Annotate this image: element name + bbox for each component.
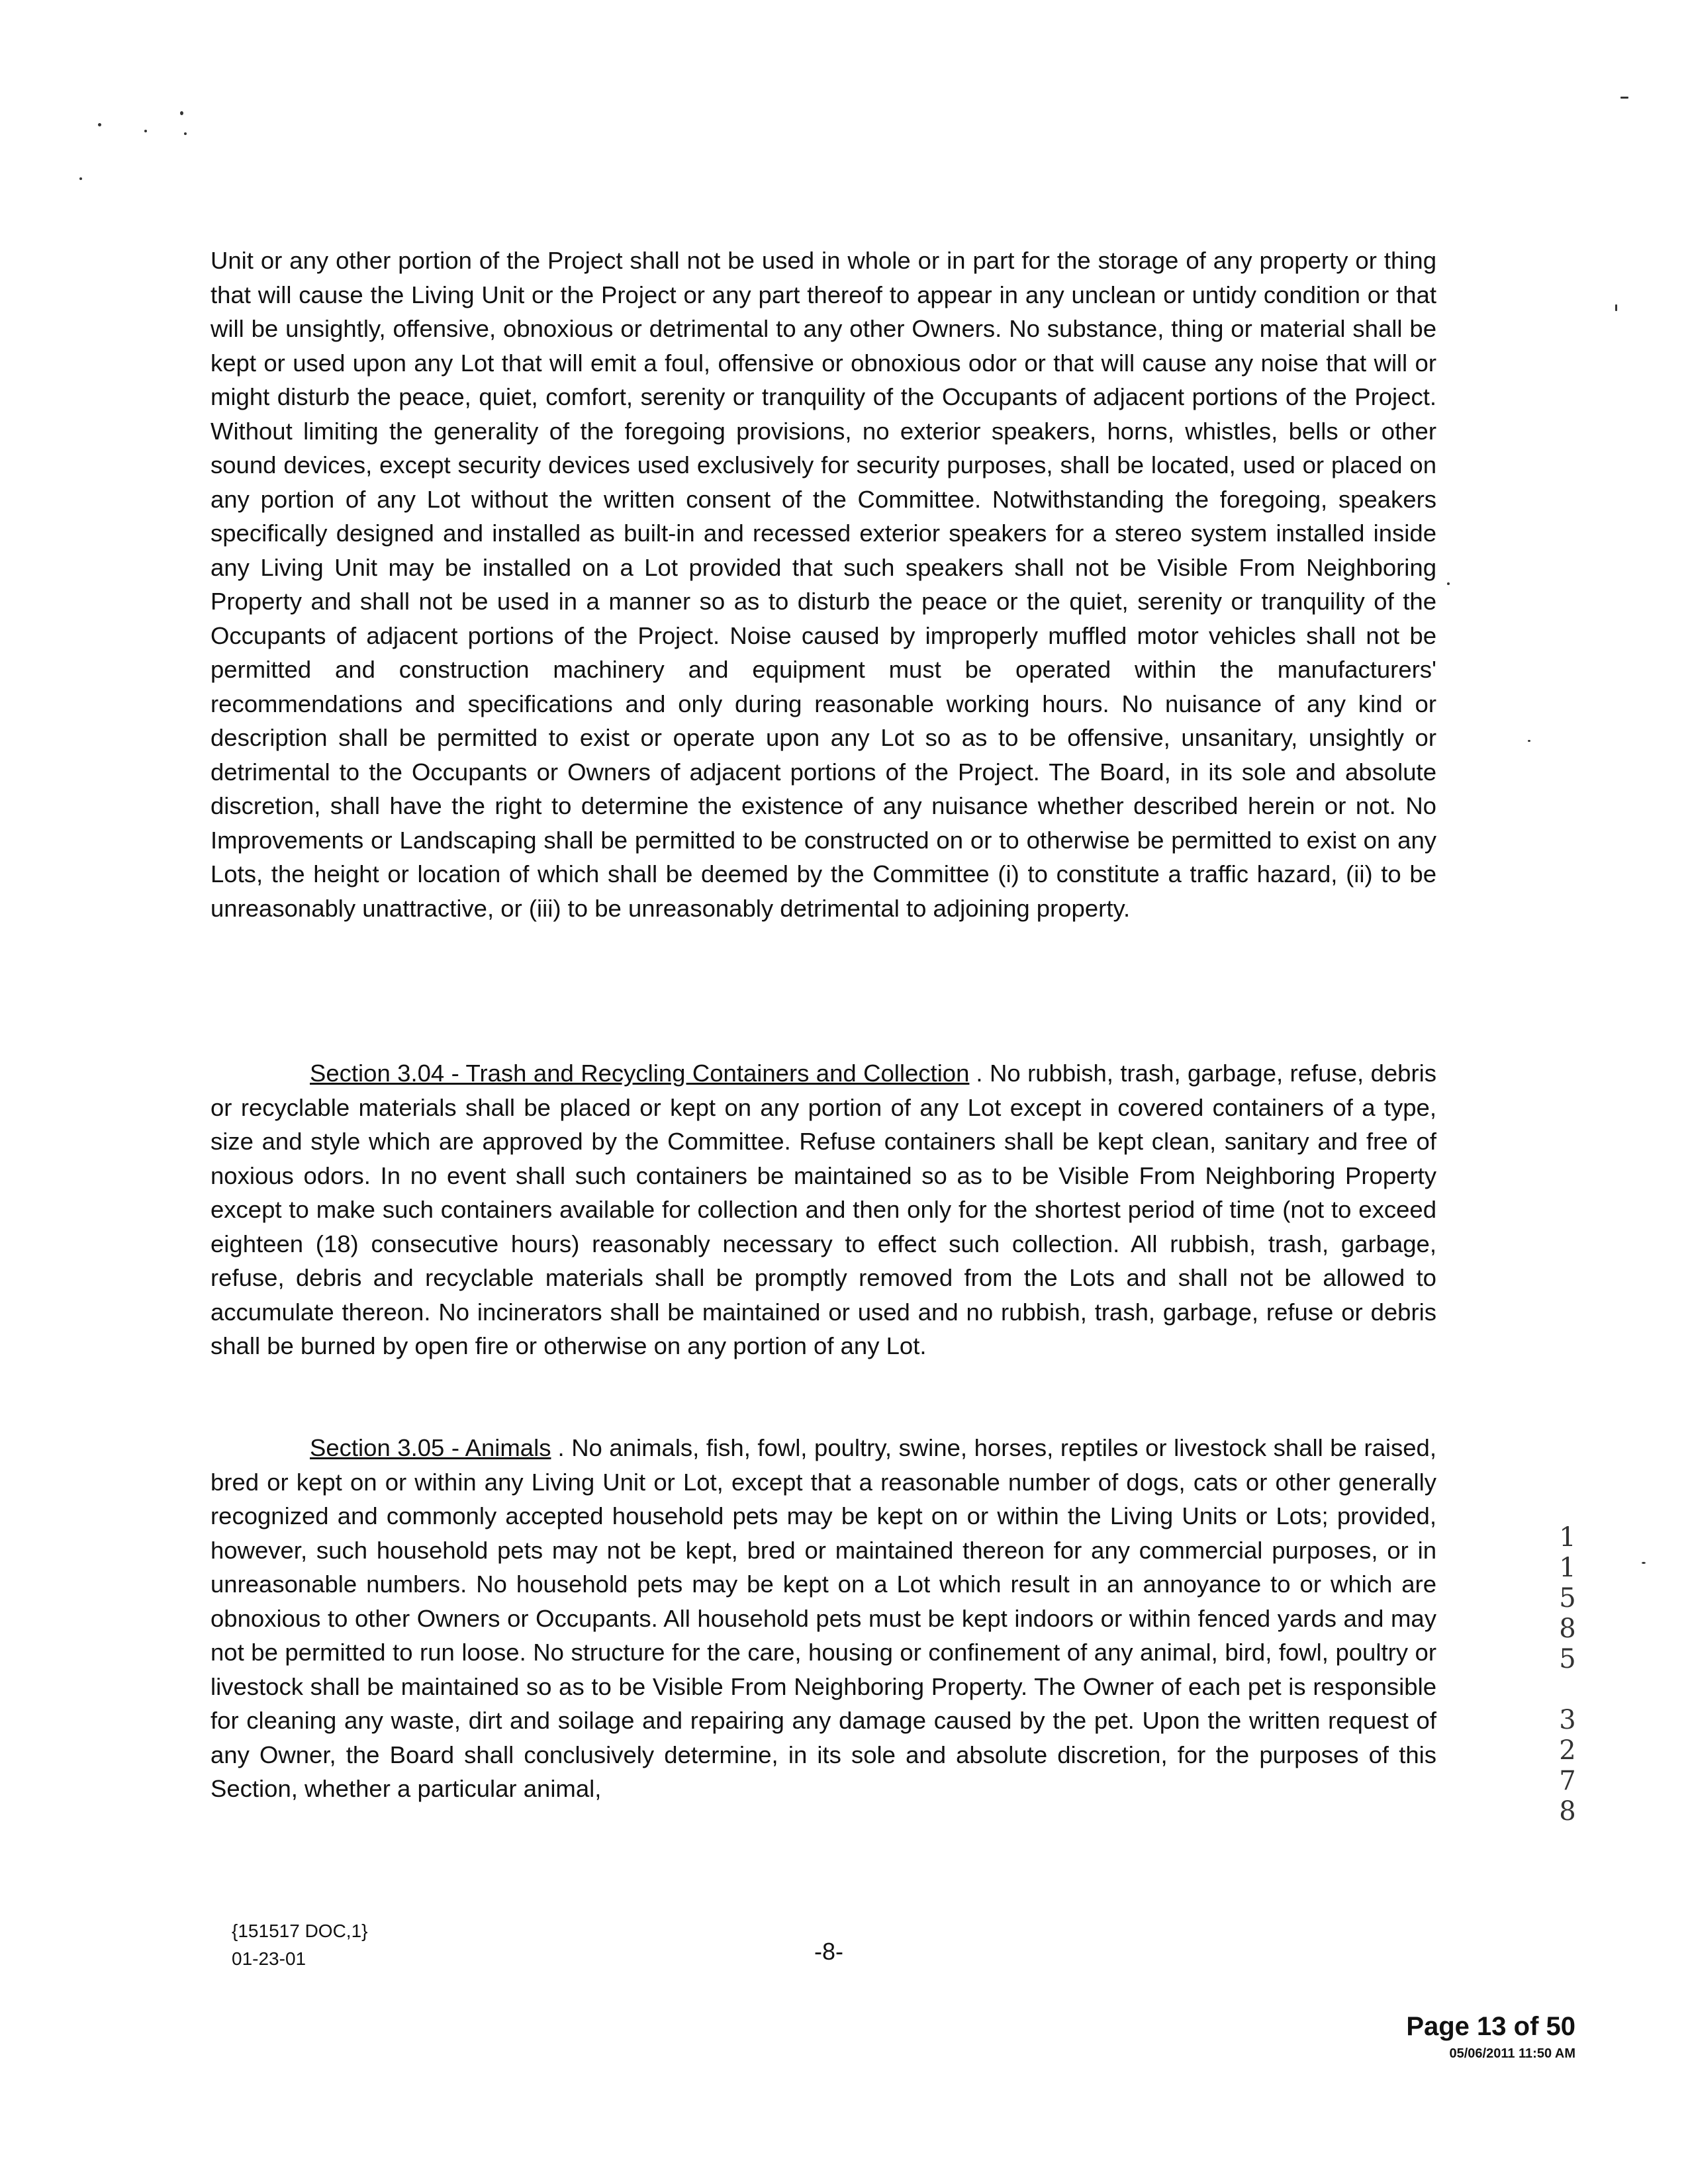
recording-digit: 5: [1559, 1644, 1576, 1674]
footer-doc-date: 01-23-01: [232, 1948, 306, 1969]
section-3-04-text: No rubbish, trash, garbage, refuse, debris or recyclable materials shall be placed or kept on any portion of any Lot except in covered containers of a type, size and style which are approved by the Committee. Refuse containers shall be kept clean, sanitary and free of noxious odors. In no event shall such containers be maintained so as to be Visible From Neighboring Property except to make such containers available for collection and then only for the shortest period of time (not to exceed eighteen (18) consecutive hours) reasonably necessary to effect such collection. All rubbish, trash, garbage, refuse, debris and recyclable materials shall be promptly removed from the Lots and shall not be allowed to accumulate thereon. No incinerators shall be maintained or used and no rubbish, trash, garbage, refuse or debris shall be burned by open fire or otherwise on any portion of any Lot.: [211, 1060, 1436, 1359]
body-paragraph: Unit or any other portion of the Project shall not be used in whole or in part for the storage of any property or thing that will cause the Living Unit or the Project or any part thereof to appear in any unclean or untidy condition or that will be unsightly, offensive, obnoxious or detrimental to any other Owners. No substance, thing or material shall be kept or used upon any Lot that will emit a foul, offensive or obnoxious odor or that will cause any noise that will or might disturb the peace, quiet, comfort, serenity or tranquility of the Occupants of adjacent portions of the Project. Without limiting the generality of the foregoing provisions, no exterior speakers, horns, whistles, bells or other sound devices, except security devices used exclusively for security purposes, shall be located, used or placed on any portion of any Lot without the written consent of the Committee. Notwithstanding the foregoing, speakers specifically designed and installed as built-in and recessed exterior speakers for a stereo system installed inside any Living Unit may be installed on a Lot provided that such speakers shall not be Visible From Neighboring Property and shall not be used in a manner so as to disturb the peace or the quiet, serenity or tranquility of the Occupants of adjacent portions of the Project. Noise caused by improperly muffled motor vehicles shall not be permitted and construction machinery and equipment must be operated within the manufacturers' recommendations and specifications and only during reasonable working hours. No nuisance of any kind or description shall be permitted to exist or operate upon any Lot so as to be offensive, unsanitary, unsightly or detrimental to the Occupants or Owners of adjacent portions of the Project. The Board, in its sole and absolute discretion, shall have the right to determine the existence of any nuisance whether described herein or not. No Improvements or Landscaping shall be permitted to be constructed on or to otherwise be permitted to exist on any Lots, the height or location of which shall be deemed by the Committee (i) to constitute a traffic hazard, (ii) to be unreasonably unattractive, or (iii) to be unreasonably detrimental to adjoining property.: [211, 247, 1436, 922]
footer-doc-reference: {151517 DOC,1}: [232, 1921, 368, 1941]
recording-digit: 5: [1559, 1583, 1576, 1614]
recorder-datetime-stamp: 05/06/2011 11:50 AM: [1449, 2046, 1575, 2061]
section-3-05-text: No animals, fish, fowl, poultry, swine, horses, reptiles or livestock shall be raised, bred or kept on or within any Living Unit or Lot, except that a reasonable number of dogs, cats or other generally recognized and commonly accepted household pets may be kept on or within the Living Units or Lots; provided, however, such household pets may not be kept, bred or maintained thereon for any commercial purposes, or in unreasonable numbers. No household pets may be kept on a Lot which result in an annoyance to or which are obnoxious to other Owners or Occupants. All household pets must be kept indoors or within fenced yards and may not be permitted to run loose. No structure for the care, housing or confinement of any animal, bird, fowl, poultry or livestock shall be maintained so as to be Visible From Neighboring Property. The Owner of each pet is responsible for cleaning any waste, dirt and soilage and repairing any damage caused by the pet. Upon the written request of any Owner, the Board shall conclusively determine, in its sole and absolute discretion, for the purposes of this Section, whether a particular animal,: [211, 1434, 1436, 1802]
scan-speck: [180, 111, 183, 115]
recording-digit-gap: [1554, 1674, 1581, 1705]
recording-digit: 8: [1559, 1614, 1576, 1644]
scan-speck: [1615, 304, 1617, 311]
scan-speck: [79, 177, 82, 180]
section-3-05-paragraph: [211, 1431, 1436, 1806]
recording-digit: 1: [1559, 1553, 1576, 1583]
margin-recording-number: [1554, 1522, 1581, 1827]
recording-digit: 7: [1559, 1766, 1576, 1796]
section-3-05-heading-punct: .: [557, 1434, 565, 1461]
scan-speck: [144, 130, 147, 132]
scan-speck: [1447, 582, 1450, 585]
section-3-04-heading-punct: .: [976, 1060, 983, 1087]
scan-speck: [1528, 740, 1530, 742]
scan-speck: [1620, 97, 1628, 99]
recorder-page-stamp: Page 13 of 50: [1406, 2012, 1575, 2041]
recording-digit: 3: [1559, 1705, 1576, 1735]
footer-page-number: -8-: [814, 1938, 843, 1965]
section-3-04-heading: Section 3.04 - Trash and Recycling Containers and Collection: [310, 1060, 970, 1087]
recording-digit: 2: [1559, 1735, 1576, 1766]
section-3-05-heading: Section 3.05 - Animals: [310, 1434, 551, 1461]
recording-digit: 8: [1559, 1796, 1576, 1827]
scan-speck: [98, 123, 101, 126]
recording-digit: 1: [1559, 1522, 1576, 1553]
scan-speck: [1642, 1562, 1646, 1564]
section-3-04-paragraph: [211, 1056, 1436, 1363]
scan-speck: [184, 132, 187, 135]
